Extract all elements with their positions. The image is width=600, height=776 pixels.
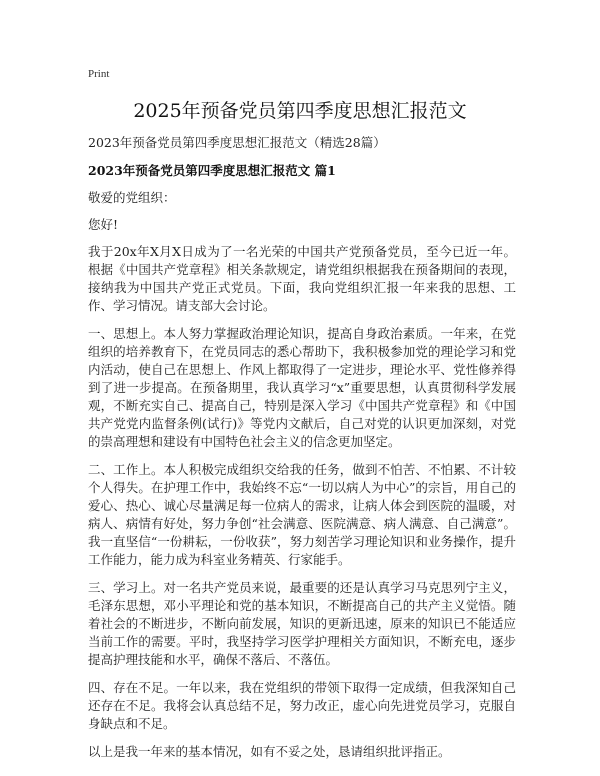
work-paragraph: 二、工作上。本人积极完成组织交给我的任务，做到不怕苦、不怕累、不计较个人得失。在护理工作中，我始终不忘“一切以病人为中心”的宗旨，用自己的爱心、热心、诚心尽量满足每一位病人的需求，让病人体会到医院的温暖，对病人、病情有好处，努力争创“社会满意、医院满意、病人满意、自己满意”。我一直坚信“一份耕耘，一份收获”，努力刻苦学习理论知识和业务操作，提升工作能力，能力成为科室业务精英、行家能手。 bbox=[88, 462, 516, 567]
salutation: 敬爱的党组织： bbox=[88, 190, 176, 205]
document-subtitle: 2023年预备党员第四季度思想汇报范文（精选28篇） bbox=[88, 135, 386, 150]
section-heading: 2023年预备党员第四季度思想汇报范文 篇1 bbox=[88, 163, 336, 178]
document-body bbox=[88, 189, 516, 771]
intro-paragraph: 我于20x年X月X日成为了一名光荣的中国共产党预备党员，至今已近一年。根据《中国共产党章程》相关条款规定，请党组织根据我在预备期间的表现，接纳我为中国共产党正式党员。下面，我向党组织汇报一年来我的思想、工作、学习情况。请支部大会讨论。 bbox=[88, 244, 516, 313]
document-title: 2025年预备党员第四季度思想汇报范文 bbox=[133, 100, 467, 122]
print-link[interactable]: Print bbox=[88, 68, 110, 80]
shortcomings-paragraph: 四、存在不足。一年以来，我在党组织的带领下取得一定成绩，但我深知自己还存在不足。我将会认真总结不足，努力改正，虚心向先进党员学习，克服自身缺点和不足。 bbox=[88, 680, 516, 731]
ideology-paragraph: 一、思想上。本人努力掌握政治理论知识，提高自身政治素质。一年来，在党组织的培养教育下，在党员同志的悉心帮助下，我积极参加党的理论学习和党内活动，使自己在思想上、作风上都取得了一定进步，理论水平、党性修养得到了进一步提高。在预备期里，我认真学习“x”重要思想，认真贯彻科学发展观，不断充实自己、提高自己，特别是深入学习《中国共产党章程》和《中国共产党党内监督条例(试行)》等党内文献后，自己对党的认识更加深刻，对党的崇高理想和建设有中国特色社会主义的信念更加坚定。 bbox=[88, 326, 516, 449]
study-paragraph: 三、学习上。对一名共产党员来说，最重要的还是认真学习马克思列宁主义，毛泽东思想，邓小平理论和党的基本知识，不断提高自己的共产主义觉悟。随着社会的不断进步，不断向前发展，知识的更新迅速，原来的知识已不能适应当前工作的需要。平时，我坚持学习医学护理相关方面知识，不断充电，逐步提高护理技能和水平，确保不落后、不落伍。 bbox=[88, 580, 516, 667]
greeting: 您好! bbox=[88, 217, 119, 232]
closing-paragraph: 以上是我一年来的基本情况，如有不妥之处，恳请组织批评指正。 bbox=[88, 744, 451, 759]
